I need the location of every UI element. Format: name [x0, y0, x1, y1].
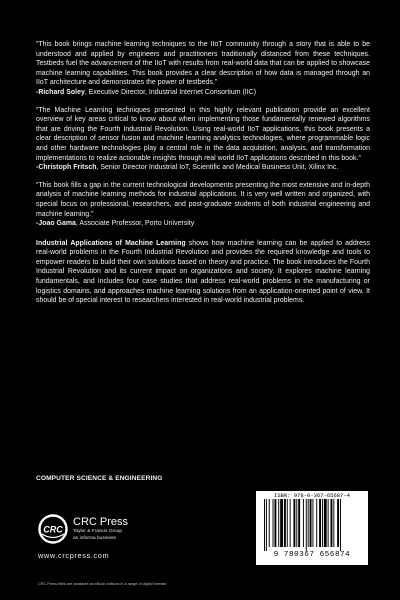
quote-author: -Richard Soley: [36, 88, 85, 96]
quote-author: -Christoph Fritsch: [36, 164, 97, 172]
cover-text-block: [36, 40, 370, 306]
publisher-name: CRC Press: [73, 516, 129, 528]
quote-author: -Joao Gama: [36, 220, 76, 228]
isbn-digits: 9 780367 656874: [273, 551, 351, 559]
isbn-barcode: [256, 491, 368, 565]
quote-attribution: [36, 219, 370, 229]
quote-author-role: , Associate Professor, Porto University: [75, 220, 195, 228]
crc-press-logo-icon: [38, 514, 68, 544]
barcode-icon: [262, 499, 362, 551]
quote-attribution: [36, 163, 370, 173]
book-title: Industrial Applications of Machine Learning: [36, 239, 186, 247]
quote-text: “This book fills a gap in the current technological developments presenting the most extensive and in-depth analysis of machine learning methods for industrial applications. It is very well written and organized, with special focus on professional, researchers, and post-graduate students of both industrial engineering and machine learning.”: [36, 181, 370, 218]
crc-logo-text: CRC: [43, 524, 63, 535]
ebook-footnote: CRC Press titles are available as eBook editions in a range of digital formats: [38, 582, 167, 586]
subject-category: COMPUTER SCIENCE & ENGINEERING: [36, 475, 163, 482]
endorsement-quote-2: [36, 106, 370, 173]
publisher-tagline: an informa business: [73, 536, 116, 541]
endorsement-quote-3: [36, 181, 370, 229]
book-description-body: shows how machine learning can be applied to address real-world problems in the Fourth Industrial Revolution and provides the required knowledge and tools to empower readers to build their own solutions based on theory and practice. The book introduces the Fourth Industrial Revolution and its current impact on organizations and society. It explores machine learning fundamentals, and includes four case studies that address real-world problems in the manufacturing or logistics domains, and approaches machine learning solutions from an application-oriented point of view. It should be of special interest to researchers interested in real-world industrial problems.: [36, 239, 370, 305]
endorsement-quote-1: [36, 40, 370, 98]
quote-author-role: , Executive Director, Industrial Internet Consortium (IIC): [84, 88, 257, 96]
quote-text: “The Machine Learning techniques presented in this highly relevant publication provide an excellent overview of key areas critical to know about when implementing those fundamentally renewed algorithms that are driving the Fourth Industrial Revolution. Using real-world IIoT applications, this book presents a clear description of sensor fusion and machine learning analytics technologies, where programmable logic and other hardware technologies play a central role in the data acquisition, analysis, and transformation implementations to realize actionable insights through real world IIoT applications described in this book.”: [36, 106, 370, 162]
publisher-block: [38, 514, 198, 574]
book-description: [36, 239, 370, 306]
quote-attribution: [36, 88, 370, 98]
publisher-group: Taylor & Francis Group: [73, 529, 123, 534]
quote-text: “This book brings machine learning techniques to the IIoT community through a story that is able to be understood and applied by engineers and practitioners traditionally distanced from these techniques. Testbeds fuel the advancement of the IIoT with results from real-world data that can be applied to showcase machine learning capabilities. This book provides a clear description of how data is managed through an IIoT architecture and demonstrates the power of testbeds.”: [36, 41, 370, 87]
isbn-label: ISBN: 978-0-367-65687-4: [274, 492, 350, 499]
quote-author-role: , Senior Director Industrial IoT, Scientific and Medical Business Unit, Xilinx Inc.: [96, 164, 339, 172]
publisher-url: www.crcpress.com: [38, 551, 110, 560]
